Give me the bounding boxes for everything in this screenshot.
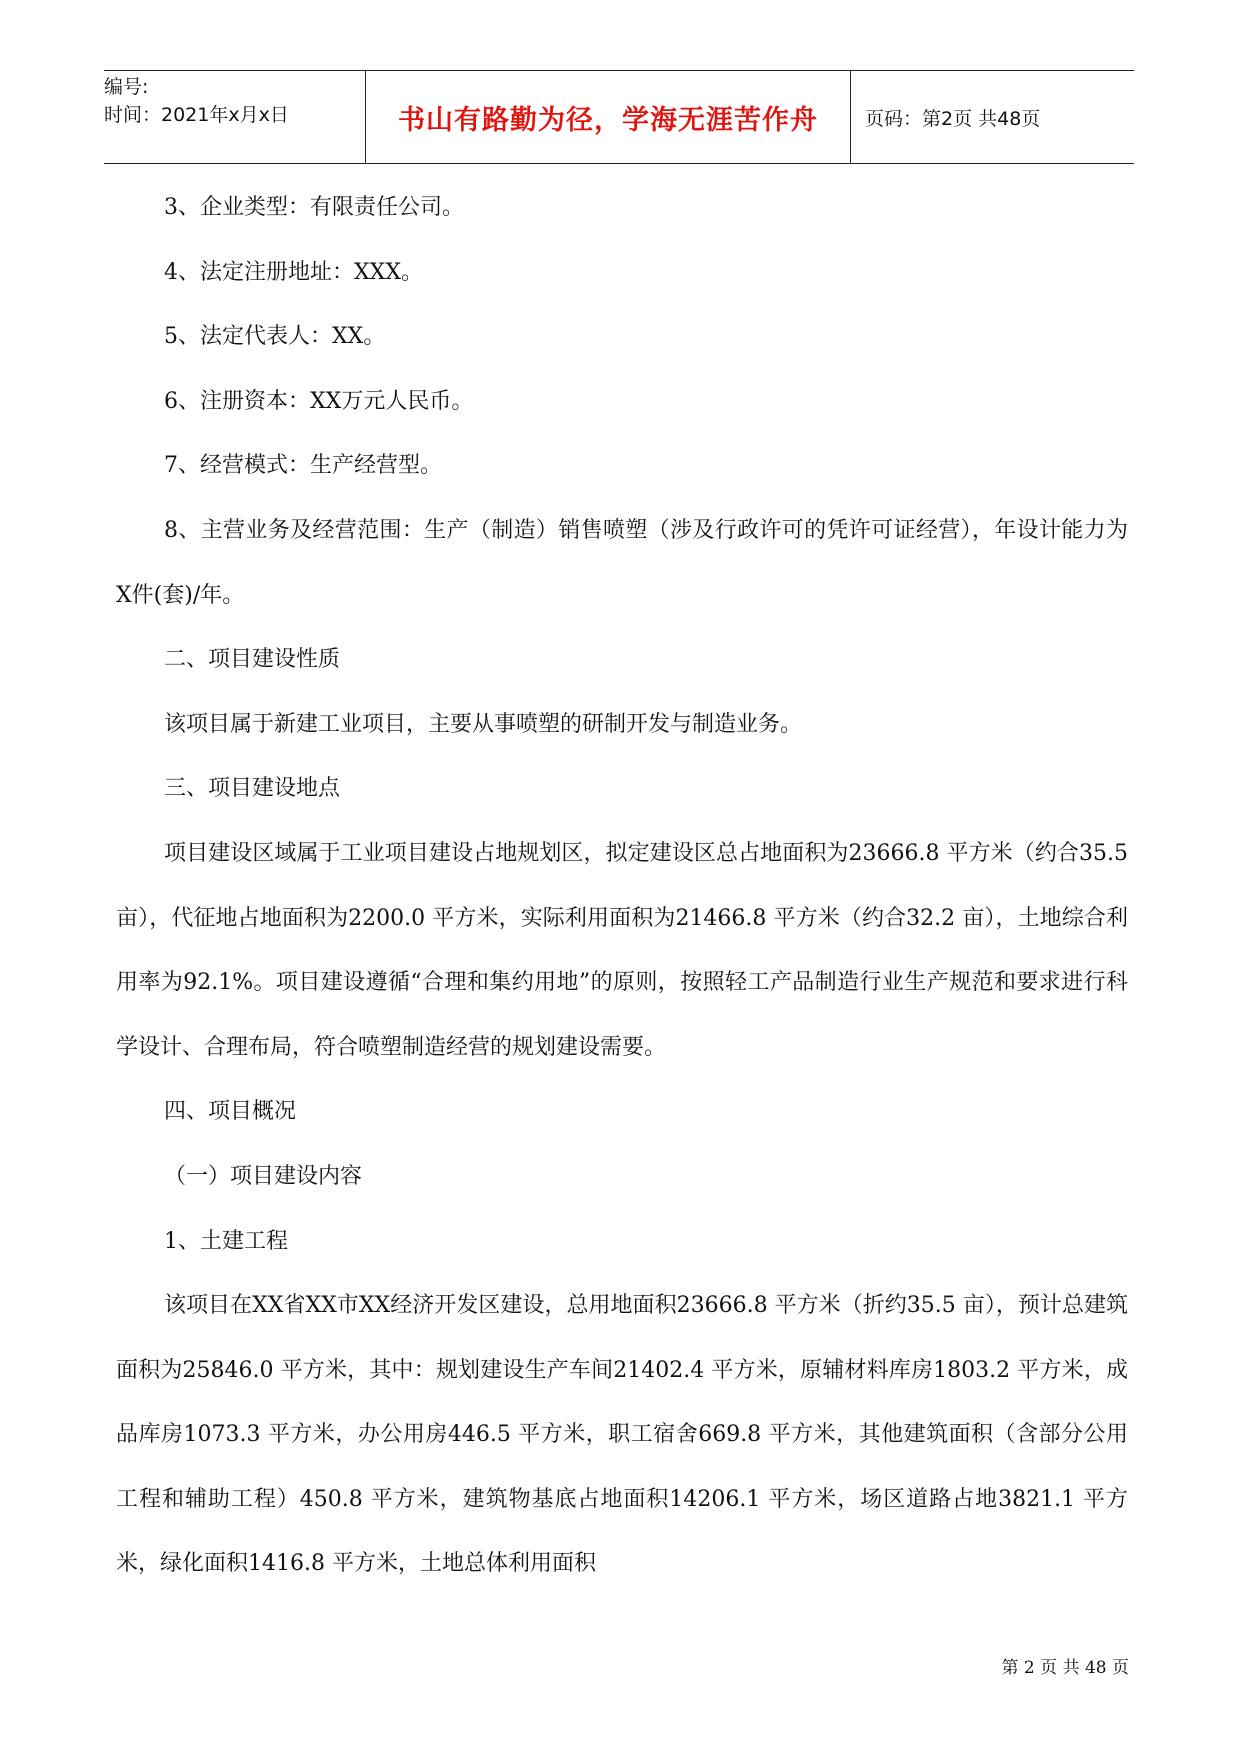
body-paragraph: 6、注册资本：XX万元人民币。 [164,388,474,414]
body-paragraph: 项目建设区域属于工业项目建设占地规划区，拟定建设区总占地面积为23666.8 平方米（约合35.5 亩），代征地占地面积为2200.0 平方米，实际利用面积为21466.8 平方米（约合32.2 亩），土地综合利用率为92.1%。项目建设遵循“合理和集约用地”的原则，按照轻工产品制造行业生产规范和要求进行科学设计、合理布局，符合喷塑制造经营的规划建设需要。 [116,840,1128,1060]
page-header [104,70,1134,164]
body-paragraph: 8、主营业务及经营范围：生产（制造）销售喷塑（涉及行政许可的凭许可证经营），年设计能力为X件(套)/年。 [116,517,1128,608]
body-paragraph: 1、土建工程 [164,1228,288,1254]
motto-text: 书山有路勤为径，学海无涯苦作舟 [398,104,818,136]
document-date: 时间：2021年x月x日 [104,104,289,126]
body-paragraph: 二、项目建设性质 [164,647,341,673]
body-paragraph: 5、法定代表人：XX。 [164,324,386,350]
header-page-info: 页码：第2页 共48页 [865,107,1041,130]
document-number-label: 编号: [104,76,149,98]
page-footer: 第 2 页 共 48 页 [1001,1658,1129,1678]
body-paragraph: 该项目属于新建工业项目，主要从事喷塑的研制开发与制造业务。 [164,711,803,737]
body-paragraph: 四、项目概况 [164,1099,297,1125]
body-paragraph: 7、经营模式：生产经营型。 [164,453,442,479]
header-motto-cell [366,71,851,163]
body-paragraph: 该项目在XX省XX市XX经济开发区建设，总用地面积23666.8 平方米（折约35.5 亩），预计总建筑面积为25846.0 平方米，其中：规划建设生产车间21402.4 平方米，原辅材料库房1803.2 平方米，成品库房1073.3 平方米，办公用房446.5 平方米，职工宿舍669.8 平方米，其他建筑面积（含部分公用工程和辅助工程）450.8 平方米，建筑物基底占地面积14206.1 平方米，场区道路占地3821.1 平方米，绿化面积1416.8 平方米，土地总体利用面积 [116,1293,1128,1577]
document-body [116,176,1128,1597]
body-paragraph: 4、法定注册地址：XXX。 [164,259,423,285]
body-paragraph: 三、项目建设地点 [164,776,341,802]
header-meta [104,71,366,163]
body-paragraph: （一）项目建设内容 [164,1163,363,1189]
body-paragraph: 3、企业类型：有限责任公司。 [164,195,464,220]
